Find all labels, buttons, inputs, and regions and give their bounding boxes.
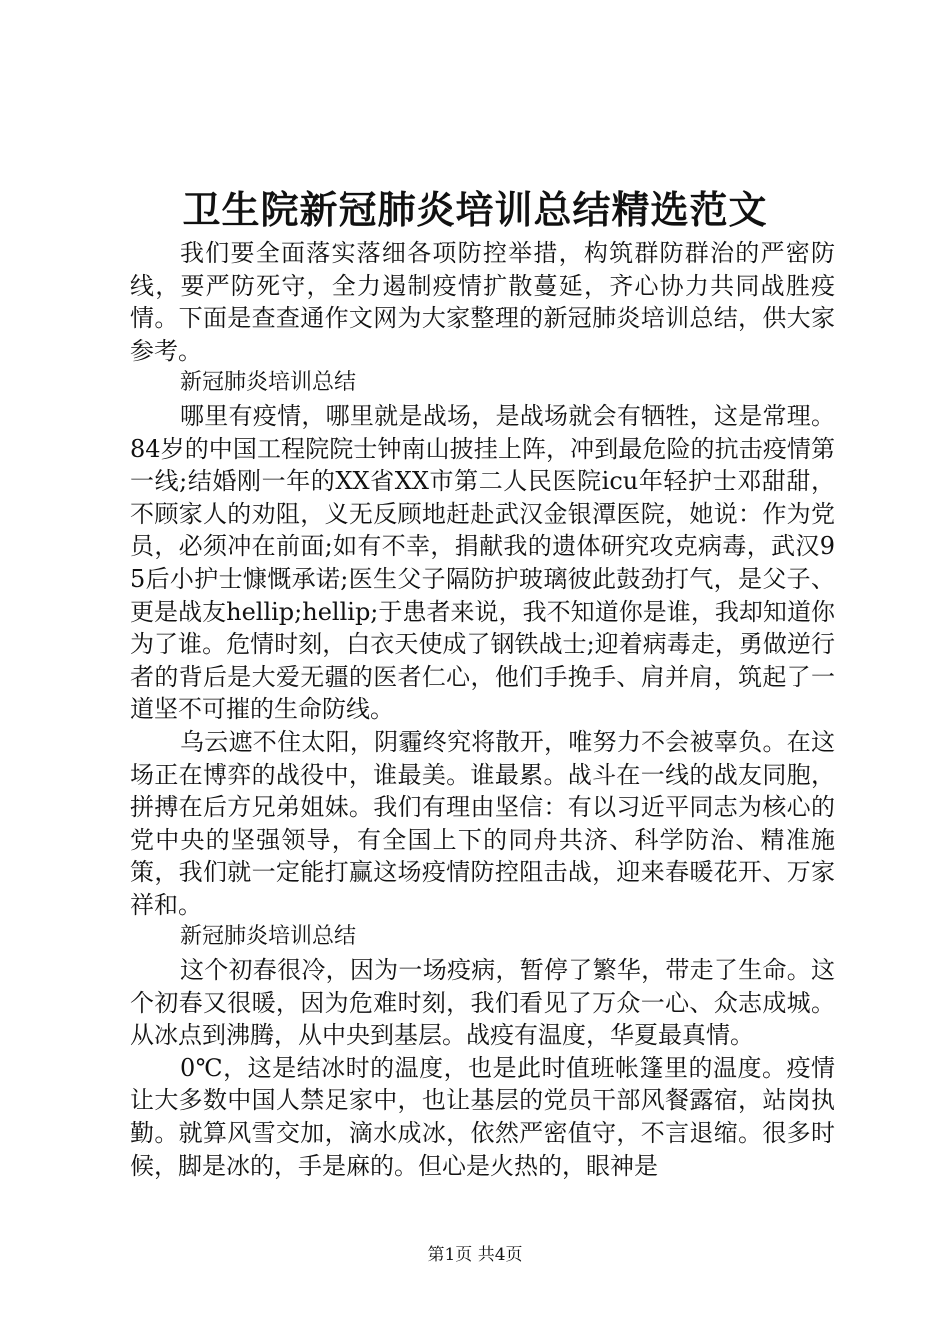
body-paragraph: 0℃，这是结冰时的温度，也是此时值班帐篷里的温度。疫情让大多数中国人禁足家中，也让基层的党员干部风餐露宿，站岗执勤。就算风雪交加，滴水成冰，依然严密值守，不言退缩。很多时候，脚是冰的，手是麻的。但心是火热的，眼神是 [130,1053,835,1180]
body-paragraph: 哪里有疫情，哪里就是战场，是战场就会有牺牲，这是常理。84岁的中国工程院院士钟南山披挂上阵，冲到最危险的抗击疫情第一线;结婚刚一年的XX省XX市第二人民医院icu年轻护士邓甜甜，不顾家人的劝阻，义无反顾地赶赴武汉金银潭医院，她说：作为党员，必须冲在前面;如有不幸，捐献我的遗体研究攻克病毒，武汉95后小护士慷慨承诺;医生父子隔防护玻璃彼此鼓劲打气，是父子、更是战友hellip;hellip;于患者来说，我不知道你是谁，我却知道你为了谁。危情时刻，白衣天使成了钢铁战士;迎着病毒走，勇做逆行者的背后是大爱无疆的医者仁心，他们手挽手、肩并肩，筑起了一道坚不可摧的生命防线。 [130,401,835,724]
section-heading: 新冠肺炎培训总结 [180,924,357,950]
body-paragraph: 乌云遮不住太阳，阴霾终究将散开，唯努力不会被辜负。在这场正在博弈的战役中，谁最美。谁最累。战斗在一线的战友同胞，拼搏在后方兄弟姐妹。我们有理由坚信：有以习近平同志为核心的党中央的坚强领导，有全国上下的同舟共济、科学防治、精准施策，我们就一定能打赢这场疫情防控阻击战，迎来春暖花开、万家祥和。 [130,727,835,919]
document-body [130,237,835,1182]
body-paragraph: 这个初春很冷，因为一场疫病，暂停了繁华，带走了生命。这个初春又很暖，因为危难时刻，我们看见了万众一心、众志成城。从冰点到沸腾，从中央到基层。战疫有温度，华夏最真情。 [130,956,835,1050]
body-paragraph: 我们要全面落实落细各项防控举措，构筑群防群治的严密防线，要严防死守，全力遏制疫情扩散蔓延，齐心协力共同战胜疫情。下面是查查通作文网为大家整理的新冠肺炎培训总结，供大家参考。 [130,239,835,365]
page-number-footer: 第1页 共4页 [427,1245,523,1265]
document-title: 卫生院新冠肺炎培训总结精选范文 [182,187,768,232]
section-heading: 新冠肺炎培训总结 [180,370,357,396]
